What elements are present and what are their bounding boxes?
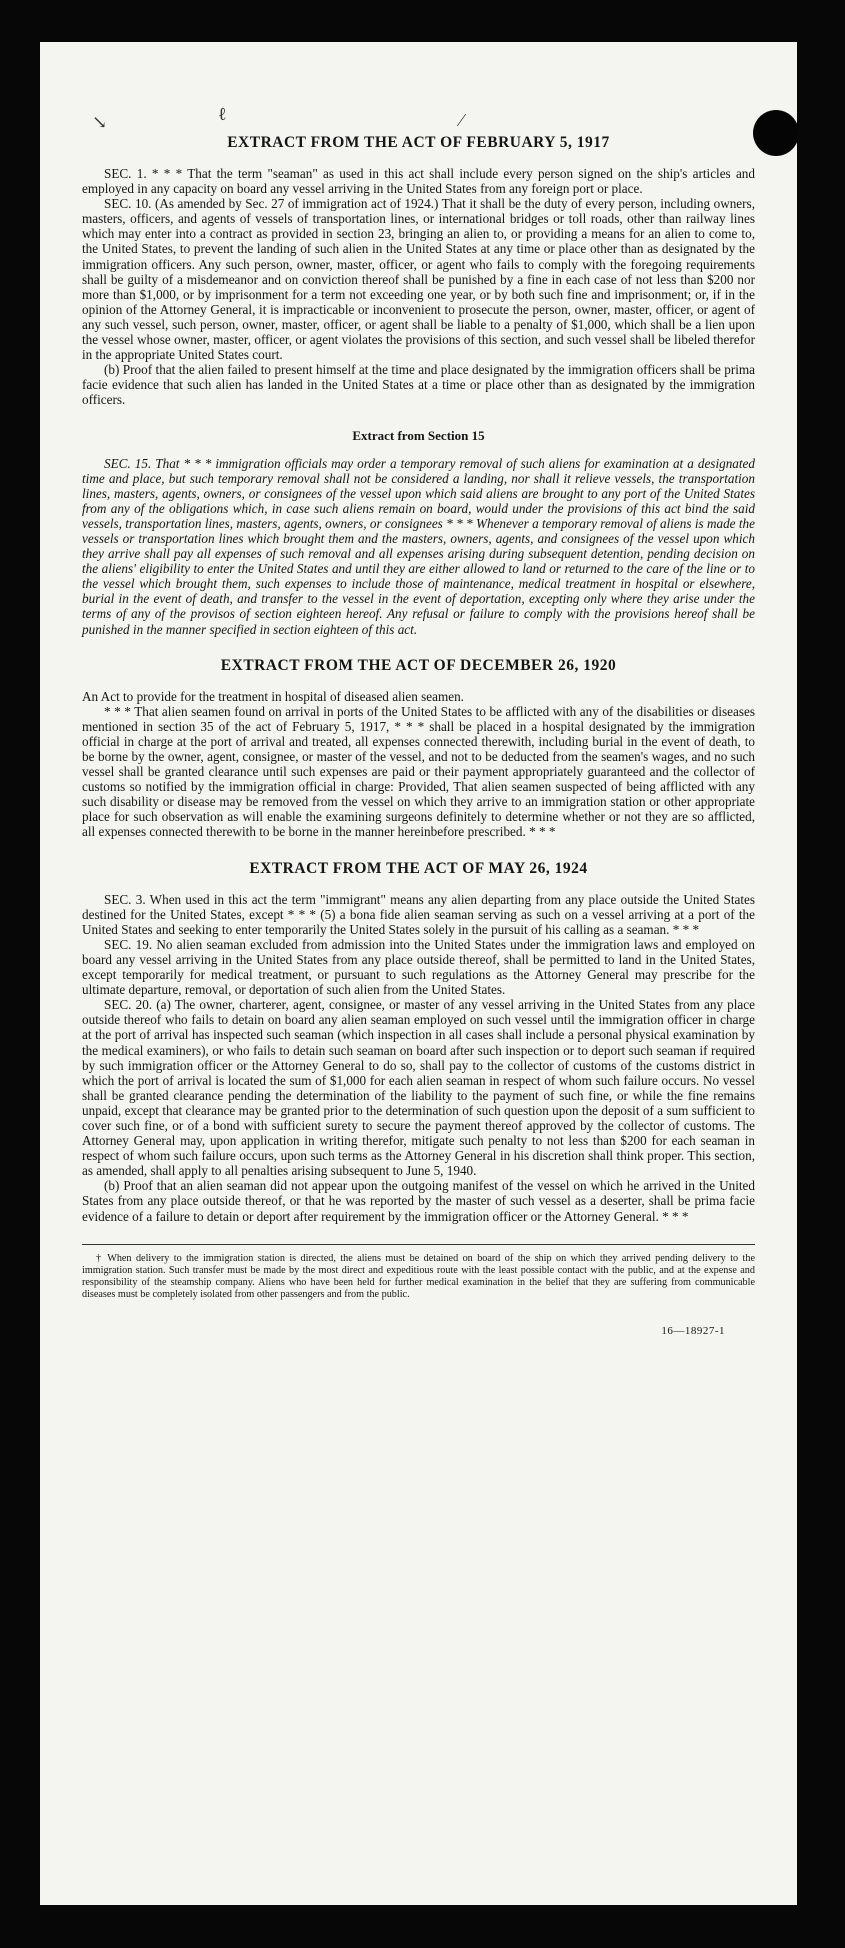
- section-heading: EXTRACT FROM THE ACT OF FEBRUARY 5, 1917: [227, 134, 610, 151]
- section-subheading: Extract from Section 15: [352, 427, 485, 443]
- form-code: 16—18927-1: [661, 1325, 725, 1338]
- stray-mark: ℓ: [218, 104, 227, 124]
- paragraph-sec-20a: SEC. 20. (a) The owner, charterer, agent, consignee, or master of any vessel arriving in the United States from any place outside thereof who fails to detain on board any alien seaman employed on such vessel until the immigration officer in charge at the port of arrival has inspected such seaman (which inspection in all cases shall include a personal physical examination by the medical examiners), or who fails to detain such seaman on board after such inspection or to deport such seaman if required by such immigration officer or the Attorney General to do so, shall pay to the collector of customs of the customs district in which the port of arrival is located the sum of $1,000 for each alien seaman in respect of whom such failure occurs. No vessel shall be granted clearance pending the determination of the liability to the payment of such fine, or while the fine remains unpaid, except that clearance may be granted prior to the determination of such question upon the deposit of a sum sufficient to cover such fine, or of a bond with sufficient surety to secure the payment thereof approved by the collector of customs. The Attorney General may, upon application in writing therefor, mitigate such penalty to not less than $200 for each seaman in respect of whom such failure occurs, upon such terms as the Attorney General in his discretion shall think proper. This section, as amended, shall apply to all penalties arising subsequent to June 5, 1940.: [82, 997, 755, 1179]
- section-heading: EXTRACT FROM THE ACT OF DECEMBER 26, 1920: [220, 656, 617, 674]
- section-act-1924: [82, 860, 755, 1224]
- paragraph-sec-1: SEC. 1. * * * That the term "seaman" as used in this act shall include every person signed on the ship's articles and employed in any capacity on board any vessel arriving in the United States from any foreign port or place.: [82, 166, 755, 197]
- paragraph-sec-19: SEC. 19. No alien seaman excluded from admission into the United States under the immigration laws and employed on board any vessel arriving in the United States from any place outside thereof, shall be permitted to land in the United States, except temporarily for medical treatment, or pursuant to such regulations as the Attorney General may prescribe for the ultimate departure, removal, or deportation of such alien from the United States.: [82, 936, 755, 998]
- document-page: [40, 42, 797, 1905]
- paragraph-sec-20b: (b) Proof that an alien seaman did not appear upon the outgoing manifest of the vessel on which he arrived in the United States from any place outside thereof, or that he was reported by the master of such vessel as a deserter, shall be prima facie evidence of a failure to detain or deport after requirement by the immigration officer or the Attorney General. * * *: [82, 1178, 755, 1224]
- stray-mark: ⁄: [460, 110, 464, 130]
- paragraph-treatment: * * * That alien seamen found on arrival in ports of the United States to be afflicted with any of the disabilities or diseases mentioned in section 35 of the act of February 5, 1917, * * * shall be placed in a hospital designated by the immigration official in charge at the port of arrival and treated, all expenses connected therewith, including burial in the event of death, to be borne by the owner, agent, consignee, or master of the vessel, and not to be deducted from the seamen's wages, and no such vessel shall be granted clearance until such expenses are paid or their payment appropriately guaranteed and the collector of customs so notified by the immigration official in charge: Provided, That alien seamen suspected of being afflicted with any such disability or disease may be removed from the vessel on which they arrive to an immigration station or other appropriate place for such observation as will enable the examining surgeons definitely to determine whether or not they are so afflicted, all expenses connected therewith to be borne in the manner hereinbefore prescribed. * * *: [82, 703, 755, 840]
- section-heading: EXTRACT FROM THE ACT OF MAY 26, 1924: [249, 859, 588, 877]
- footnote: † When delivery to the immigration station is directed, the aliens must be detained on board of the ship on which they arrived pending delivery to the immigration station. Such transfer must be made by the most direct and expeditious route with the least possible contact with the public, and at the expense and responsibility of the steamship company. Aliens who have been held for further medical examination in the belief that they are suffering from communicable diseases must be completely isolated from other passengers and from the public.: [82, 1252, 755, 1301]
- punch-hole: [753, 110, 799, 156]
- paragraph-sec-10b: (b) Proof that the alien failed to present himself at the time and place designated by the immigration officers shall be prima facie evidence that such alien has landed in the United States at a time or place other than as designated by the immigration officers.: [82, 362, 755, 408]
- section-15-extract: [82, 428, 755, 637]
- stray-marks: [40, 104, 797, 152]
- paragraph-act-title: An Act to provide for the treatment in hospital of diseased alien seamen.: [82, 688, 464, 704]
- section-act-1917: [82, 134, 755, 408]
- paragraph-sec-3: SEC. 3. When used in this act the term "immigrant" means any alien departing from any place outside the United States destined for the United States, except * * * (5) a bona fide alien seaman serving as such on a vessel arriving at a port of the United States and seeking to enter temporarily the United States solely in the pursuit of his calling as a seaman. * * *: [82, 891, 755, 937]
- section-act-1920: [82, 657, 755, 840]
- footnote-divider: [82, 1244, 755, 1245]
- paragraph-sec-15: SEC. 15. That * * * immigration officials may order a temporary removal of such aliens for examination at a designated time and place, but such temporary removal shall not be considered a landing, nor shall it relieve vessels, the transportation lines, masters, agents, owners, or consignees of the vessel upon which said aliens are brought to any port of the United States from any of the obligations which, in case such aliens remain on board, would under the provisions of this act bind the said vessels, transportation lines, masters, agents, owners, or consignees * * * Whenever a temporary removal of aliens is made the vessels or transportation lines which brought them and the masters, owners, agents, and consignees of the vessel upon which they arrive shall pay all expenses of such removal and all expenses arising during subsequent detention, pending decision on the aliens' eligibility to enter the United States and until they are either allowed to land or returned to the care of the line or to the vessel which brought them, such expenses to include those of maintenance, medical treatment in hospital or elsewhere, burial in the event of death, and transfer to the vessel in the event of deportation, excepting only where they arise under the terms of any of the provisos of section eighteen hereof. Any refusal or failure to comply with the provisions hereof shall be punished in the manner specified in section eighteen of this act.: [82, 455, 755, 637]
- paragraph-sec-10: SEC. 10. (As amended by Sec. 27 of immigration act of 1924.) That it shall be the duty of every person, including owners, masters, officers, and agents of vessels of transportation lines, or international bridges or toll roads, other than railway lines which may enter into a contract as provided in section 23, bringing an alien to, or providing a means for an alien to come to, the United States, to prevent the landing of such alien in the United States at any time or place other than as designated by the immigration officers. Any such person, owner, master, officer, or agent who fails to comply with the foregoing requirements shall be guilty of a misdemeanor and on conviction thereof shall be punished by a fine in each case of not less than $200 nor more than $1,000, or by imprisonment for a term not exceeding one year, or by both such fine and imprisonment; or, if in the opinion of the Attorney General, it is impracticable or inconvenient to prosecute the person, owner, master, officer, or agent of any such vessel, such person, owner, master, officer, or agent shall be liable to a penalty of $1,000, which shall be a lien upon the vessel whose owner, master, officer, or agent violates the provisions of this section, and such vessel shall be libeled therefor in the appropriate United States court.: [82, 196, 755, 363]
- stray-mark: ↘: [92, 112, 108, 132]
